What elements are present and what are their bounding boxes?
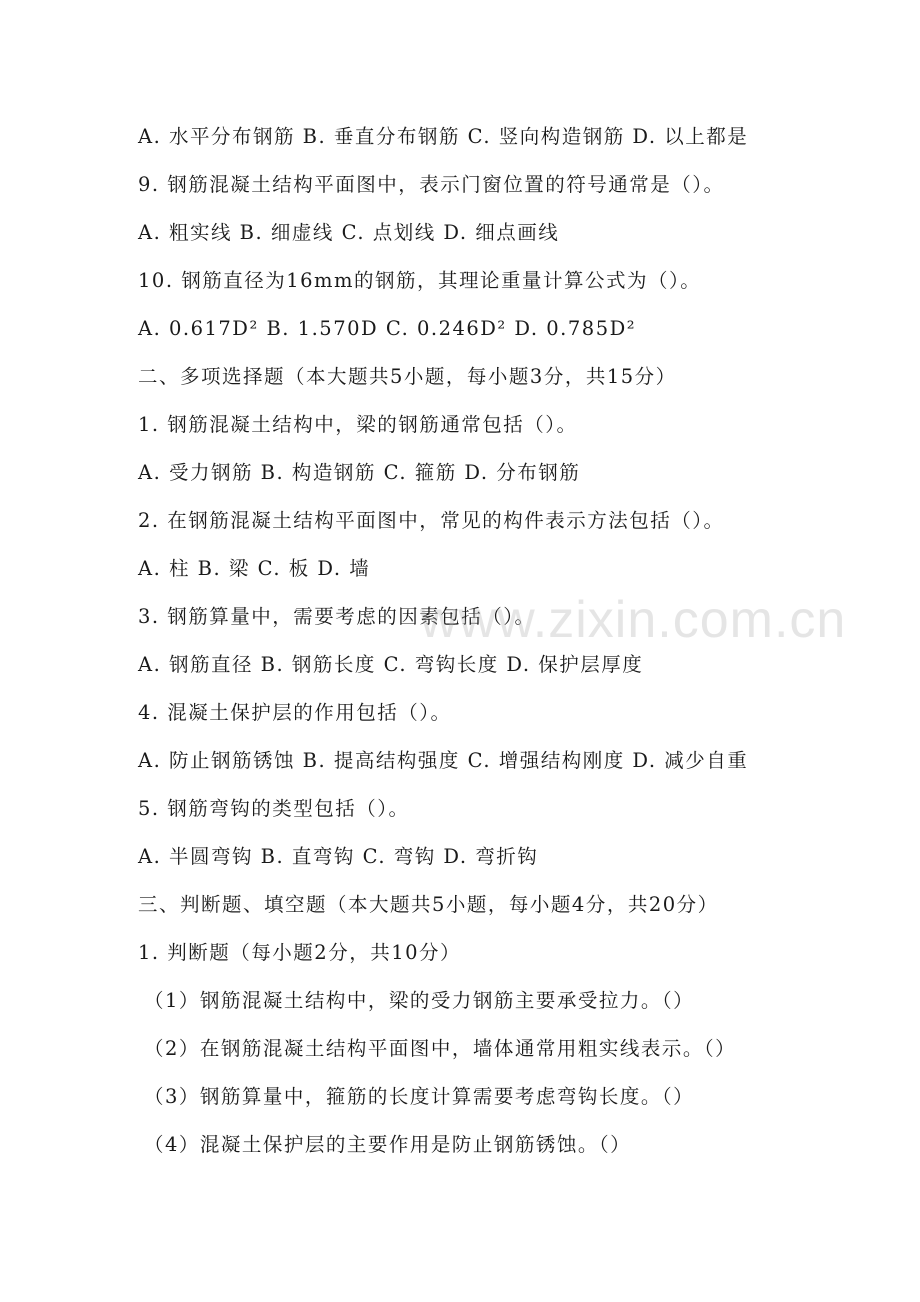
judgement-item-1: （1）钢筋混凝土结构中，梁的受力钢筋主要承受拉力。（） xyxy=(144,989,695,1012)
judgement-item-4: （4）混凝土保护层的主要作用是防止钢筋锈蚀。（） xyxy=(144,1133,632,1156)
mc-question-1: 1. 钢筋混凝土结构中，梁的钢筋通常包括（）。 xyxy=(138,413,578,436)
mc-option-line-5: A. 半圆弯钩 B. 直弯钩 C. 弯钩 D. 弯折钩 xyxy=(138,845,539,868)
judgement-item-2: （2）在钢筋混凝土结构平面图中，墙体通常用粗实线表示。（） xyxy=(144,1037,737,1060)
question-10: 10. 钢筋直径为16mm的钢筋，其理论重量计算公式为（）。 xyxy=(138,269,702,292)
document-body xyxy=(138,115,898,1171)
mc-option-line-3: A. 钢筋直径 B. 钢筋长度 C. 弯钩长度 D. 保护层厚度 xyxy=(138,653,644,676)
option-line-q8: A. 水平分布钢筋 B. 垂直分布钢筋 C. 竖向构造钢筋 D. 以上都是 xyxy=(138,125,749,148)
judgement-item-3: （3）钢筋算量中，箍筋的长度计算需要考虑弯钩长度。（） xyxy=(144,1085,695,1108)
option-line-q10: A. 0.617D² B. 1.570D C. 0.246D² D. 0.785D² xyxy=(138,317,637,340)
section-heading-judgement: 三、判断题、填空题（本大题共5小题，每小题4分，共20分） xyxy=(138,893,719,916)
mc-option-line-2: A. 柱 B. 梁 C. 板 D. 墙 xyxy=(138,557,371,580)
mc-question-2: 2. 在钢筋混凝土结构平面图中，常见的构件表示方法包括（）。 xyxy=(138,509,725,532)
mc-question-5: 5. 钢筋弯钩的类型包括（）。 xyxy=(138,797,410,820)
watermark: www.zixin.com.cn xyxy=(420,591,847,649)
mc-question-3: 3. 钢筋算量中，需要考虑的因素包括（）。 xyxy=(138,605,536,628)
option-line-q9: A. 粗实线 B. 细虚线 C. 点划线 D. 细点画线 xyxy=(138,221,560,244)
mc-option-line-1: A. 受力钢筋 B. 构造钢筋 C. 箍筋 D. 分布钢筋 xyxy=(138,461,581,484)
section-heading-multiple-choice: 二、多项选择题（本大题共5小题，每小题3分，共15分） xyxy=(138,365,677,388)
mc-question-4: 4. 混凝土保护层的作用包括（）。 xyxy=(138,701,452,724)
mc-option-line-4: A. 防止钢筋锈蚀 B. 提高结构强度 C. 增强结构刚度 D. 减少自重 xyxy=(138,749,749,772)
question-9: 9. 钢筋混凝土结构平面图中，表示门窗位置的符号通常是（）。 xyxy=(138,173,725,196)
judgement-subheading: 1. 判断题（每小题2分，共10分） xyxy=(138,941,462,964)
